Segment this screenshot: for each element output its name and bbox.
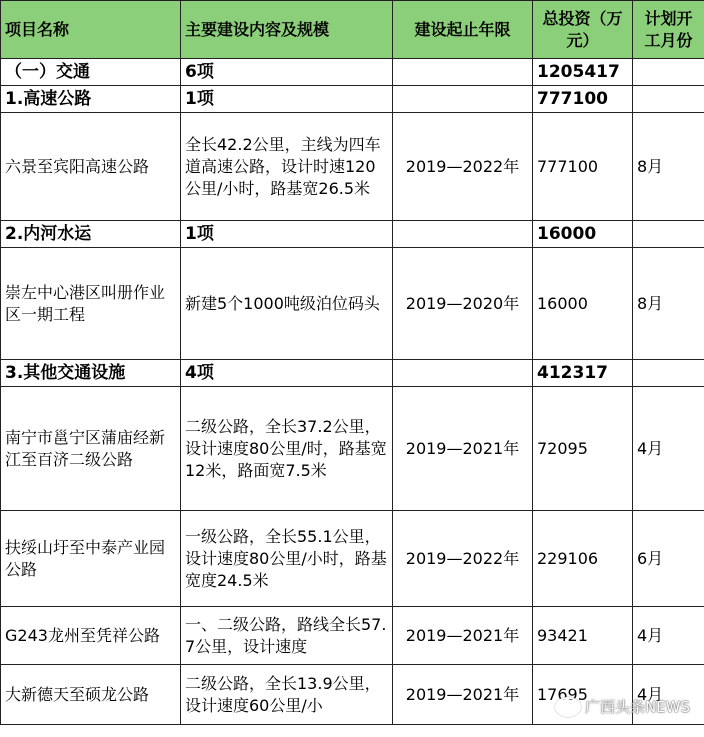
cell-name: 1.高速公路 — [1, 86, 181, 113]
cell-period: 2019—2022年 — [393, 511, 533, 607]
project-row — [1, 511, 704, 607]
cell-investment: 229106 — [533, 511, 633, 607]
cell-month: 8月 — [633, 248, 704, 360]
cell-period: 2019—2020年 — [393, 248, 533, 360]
cell-content: 二级公路，全长13.9公里，设计速度60公里/小 — [181, 665, 393, 725]
project-row — [1, 113, 704, 221]
cell-period — [393, 360, 533, 387]
watermark — [555, 696, 690, 717]
header-start-month: 计划开工月份 — [633, 1, 704, 59]
cell-month: 8月 — [633, 113, 704, 221]
cell-investment: 93421 — [533, 607, 633, 665]
cell-period — [393, 59, 533, 86]
cell-period: 2019—2021年 — [393, 607, 533, 665]
cell-period — [393, 86, 533, 113]
cell-period: 2019—2021年 — [393, 387, 533, 511]
category-row — [1, 360, 704, 387]
cell-investment: 17695 — [533, 665, 633, 725]
cell-name: 六景至宾阳高速公路 — [1, 113, 181, 221]
cell-investment: 777100 — [533, 113, 633, 221]
watermark-text: 广西头条NEWS — [584, 698, 690, 716]
cell-period — [393, 221, 533, 248]
category-row — [1, 86, 704, 113]
cell-content: 6项 — [181, 59, 393, 86]
cell-month — [633, 221, 704, 248]
header-row — [1, 1, 704, 59]
cell-investment: 777100 — [533, 86, 633, 113]
category-row — [1, 221, 704, 248]
header-name: 项目名称 — [1, 1, 181, 59]
cell-content: 二级公路，全长37.2公里，设计速度80公里/时，路基宽12米，路面宽7.5米 — [181, 387, 393, 511]
cell-investment: 72095 — [533, 387, 633, 511]
project-row — [1, 387, 704, 511]
cell-content: 一级公路，全长55.1公里，设计速度80公里/小时，路基宽度24.5米 — [181, 511, 393, 607]
header-period: 建设起止年限 — [393, 1, 533, 59]
cell-name: G243龙州至凭祥公路 — [1, 607, 181, 665]
cell-investment: 1205417 — [533, 59, 633, 86]
header-investment: 总投资（万元） — [533, 1, 633, 59]
project-row — [1, 248, 704, 360]
cell-month: 4月 — [633, 387, 704, 511]
cell-month: 4月 — [633, 607, 704, 665]
cell-name: 大新德天至硕龙公路 — [1, 665, 181, 725]
cell-content: 4项 — [181, 360, 393, 387]
cell-investment: 16000 — [533, 248, 633, 360]
cell-investment: 16000 — [533, 221, 633, 248]
cell-name: 崇左中心港区叫册作业区一期工程 — [1, 248, 181, 360]
cell-month: 6月 — [633, 511, 704, 607]
cell-investment: 412317 — [533, 360, 633, 387]
cell-period: 2019—2021年 — [393, 665, 533, 725]
cell-month — [633, 360, 704, 387]
cell-content: 一、二级公路，路线全长57.7公里，设计速度 — [181, 607, 393, 665]
cell-month — [633, 86, 704, 113]
header-content: 主要建设内容及规模 — [181, 1, 393, 59]
cell-month: 4月 — [633, 665, 704, 725]
cell-content: 1项 — [181, 221, 393, 248]
cell-name: 2.内河水运 — [1, 221, 181, 248]
project-row — [1, 607, 704, 665]
category-row — [1, 59, 704, 86]
cell-name: 3.其他交通设施 — [1, 360, 181, 387]
watermark-logo-icon — [555, 697, 581, 717]
cell-name: （一）交通 — [1, 59, 181, 86]
cell-name: 南宁市邕宁区蒲庙经新江至百济二级公路 — [1, 387, 181, 511]
cell-content: 全长42.2公里，主线为四车道高速公路，设计时速120公里/小时，路基宽26.5米 — [181, 113, 393, 221]
cell-content: 新建5个1000吨级泊位码头 — [181, 248, 393, 360]
table-body — [1, 59, 704, 725]
cell-content: 1项 — [181, 86, 393, 113]
cell-name: 扶绥山圩至中泰产业园公路 — [1, 511, 181, 607]
cell-period: 2019—2022年 — [393, 113, 533, 221]
cell-month — [633, 59, 704, 86]
